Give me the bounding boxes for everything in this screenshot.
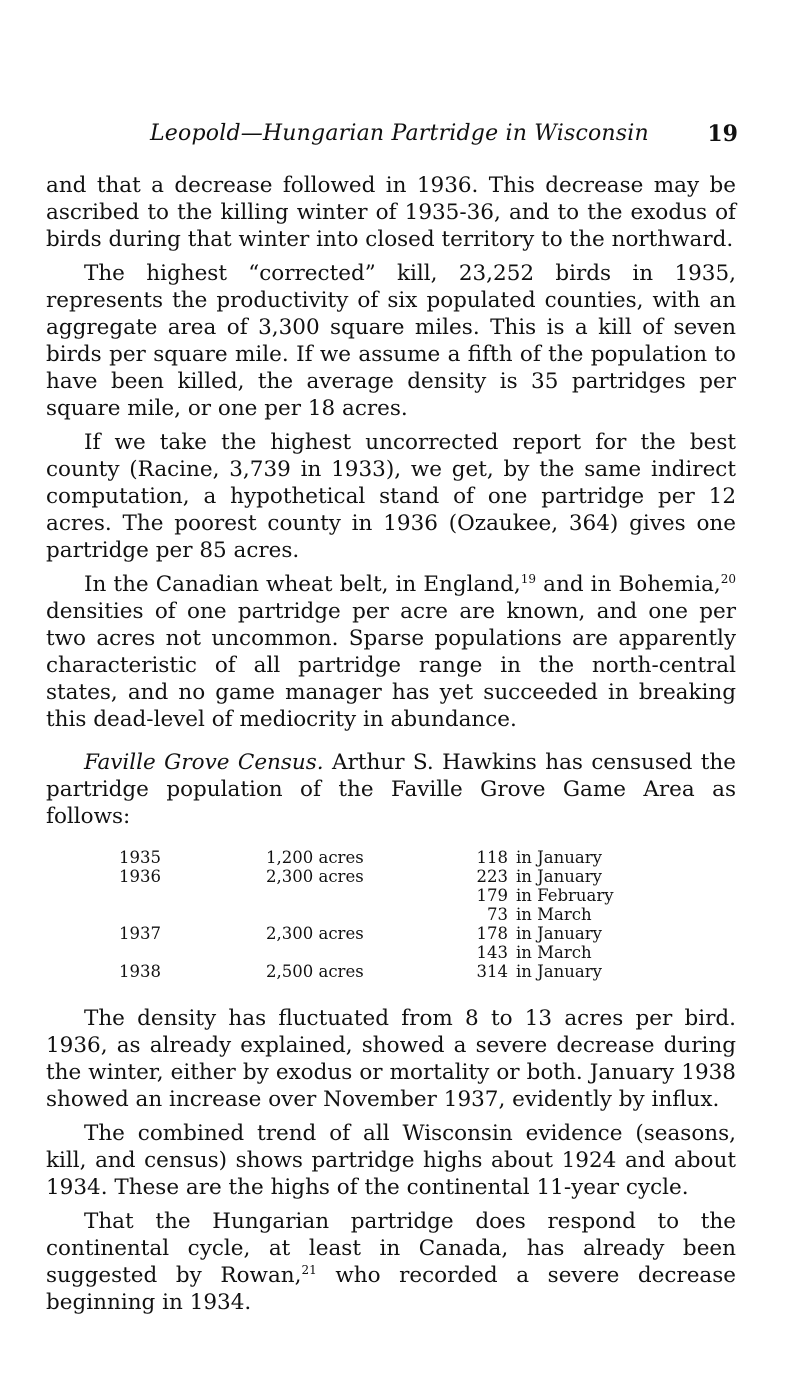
census-table xyxy=(119,848,614,981)
paragraph-8-text-b: who recorded a severe decrease beginning in 1934. xyxy=(46,1263,737,1315)
cell-count xyxy=(474,886,614,905)
cell-count-number: 178 xyxy=(476,924,508,943)
table-row xyxy=(119,943,614,962)
paragraph-8 xyxy=(46,1208,736,1316)
cell-acres xyxy=(266,886,474,905)
paragraph-3: If we take the highest uncorrected report for the best county (Racine, 3,739 in 1933), we get, by the same indirect computation, a hypothetical stand of one partridge per 12 acres. The poorest county in 1936 (Ozaukee, 364) gives one partridge per 85 acres. xyxy=(46,430,736,563)
body-text xyxy=(46,172,736,1323)
footnote-ref-21: 21 xyxy=(301,1263,317,1277)
paragraph-4 xyxy=(46,571,736,733)
cell-count-month: in February xyxy=(516,886,614,905)
cell-count-number: 314 xyxy=(476,962,508,981)
paragraph-5-text: Arthur S. Hawkins has censused the partridge population of the Faville Grove Game Area as follows: xyxy=(46,750,736,829)
cell-year: 1936 xyxy=(119,867,161,886)
cell-acres: 2,500 acres xyxy=(266,962,364,981)
cell-acres: 2,300 acres xyxy=(266,924,364,943)
paragraph-4-text-b: and in Bohemia, xyxy=(536,572,721,597)
cell-count-number: 73 xyxy=(487,905,508,924)
paragraph-2: The highest “corrected” kill, 23,252 birds in 1935, represents the productivity of six populated counties, with an aggregate area of 3,300 square miles. This is a kill of seven birds per square mile. If we assume a fifth of the population to have been killed, the average density is 35 partridges per square mile, or one per 18 acres. xyxy=(46,261,736,421)
cell-count xyxy=(474,962,614,981)
cell-year: 1935 xyxy=(119,848,161,867)
cell-year: 1938 xyxy=(119,962,161,981)
cell-count xyxy=(474,867,614,886)
cell-year xyxy=(119,943,266,962)
table-row xyxy=(119,924,614,943)
cell-count-number: 179 xyxy=(476,886,508,905)
cell-year xyxy=(119,886,266,905)
cell-count-month: in January xyxy=(516,848,602,867)
cell-count-month: in January xyxy=(516,867,602,886)
cell-count-month: in January xyxy=(516,962,602,981)
cell-acres xyxy=(266,905,474,924)
cell-count xyxy=(474,924,614,943)
cell-acres: 1,200 acres xyxy=(266,848,364,867)
cell-count-month: in March xyxy=(516,943,592,962)
cell-count-number: 118 xyxy=(476,848,508,867)
table-row xyxy=(119,886,614,905)
cell-count xyxy=(474,848,614,867)
table-row xyxy=(119,962,614,981)
paragraph-4-text-a: In the Canadian wheat belt, in England, xyxy=(84,572,521,597)
paragraph-1: and that a decrease followed in 1936. This decrease may be ascribed to the killing winter of 1935-36, and to the exodus of birds during that winter into closed territory to the northward. xyxy=(46,173,736,252)
cell-count-month: in March xyxy=(516,905,592,924)
cell-count xyxy=(474,943,614,962)
census-table-body xyxy=(119,848,614,981)
table-row xyxy=(119,905,614,924)
footnote-ref-19: 19 xyxy=(520,572,537,586)
cell-acres: 2,300 acres xyxy=(266,867,364,886)
cell-count-month: in January xyxy=(516,924,602,943)
cell-year: 1937 xyxy=(119,924,161,943)
cell-count-number: 223 xyxy=(476,867,508,886)
cell-count xyxy=(474,905,614,924)
cell-count-number: 143 xyxy=(476,943,508,962)
cell-acres xyxy=(266,943,474,962)
paragraph-4-text-c: densities of one partridge per acre are known, and one per two acres not uncommon. Sparse populations are apparently characteristic of all partridge range in the north-central states, and no game manager has yet succeeded in breaking this dead-level of mediocrity in abundance. xyxy=(46,599,736,732)
section-title: Faville Grove Census. xyxy=(84,750,324,775)
running-head xyxy=(48,121,738,151)
table-row xyxy=(119,848,614,867)
table-row xyxy=(119,867,614,886)
cell-year xyxy=(119,905,266,924)
running-title: Leopold—Hungarian Partridge in Wisconsin xyxy=(150,121,649,146)
paragraph-5 xyxy=(46,749,736,830)
paragraph-8-text-a: That the Hungarian partridge does respond to the continental cycle, at least in Canada, has already been suggested by Rowan, xyxy=(46,1209,736,1288)
footnote-ref-20: 20 xyxy=(720,572,736,586)
paragraph-7: The combined trend of all Wisconsin evidence (seasons, kill, and census) shows partridge highs about 1924 and about 1934. These are the highs of the continental 11-year cycle. xyxy=(46,1121,736,1200)
paragraph-6: The density has fluctuated from 8 to 13 acres per bird. 1936, as already explained, showed a severe decrease during the winter, either by exodus or mortality or both. January 1938 showed an increase over November 1937, evidently by influx. xyxy=(46,1006,736,1112)
page-number: 19 xyxy=(707,121,738,147)
